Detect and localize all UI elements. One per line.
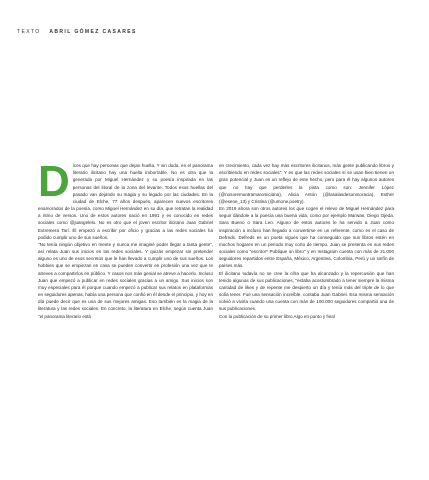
article-byline <box>17 29 137 35</box>
paragraph: "No tenía ningún objetivo en mente y nunca me imaginé poder llegar a tanta gente", así relata Juan sus inicios en las redes sociales. Y quizás empezar sin pretender alguno es uno de esos secretos que le han llevado a cumplir uno de sus sueños. Los hobbies que se empiezan en casa se pueden convertir en profesión una vez que te atreves a compartirlos en público. Y casos nos más genial se atreve a hacerlo. Incluso Juan que empezó a publicar en redes sociales gracias a un amigo. Sus inicios son muy especiales para él porque cuando empezó a publicar sus relatos en plataformas en seguidores apenas, había una persona que confió en él desde el principio, y hoy en día puede decir que es una de sus mejores amigas. Eso también es la magia de la literatura y las redes sociales. En concreto, la literatura en Elche, según cuenta Juan "el panorama literario está <box>38 241 213 319</box>
article-column-right <box>219 162 394 477</box>
paragraph: En 2019 ahora son otros autores los que cogen el relevo de Miguel Hernández para seguir dándole a la poesía una buena vida, como por ejemplo Marwan, Diego Ojeda, Sara Bueno o Sara Leo. Alguno de estos autores le ha servido a Juan como inspiración a incluso han llegado a convertirse en un referente, como es el caso de Defreds. Defreds es un poeta vigués que ha conseguido que sus libros estén en muchos hogares en un periodo muy corto de tiempo. Juan se presenta en sus redes sociales como "escritor* Publique un libro" y en Instagram cuenta con más de 21.000 seguidores repartidos entre España, México, Argentina, Colombia, Perú y un sinfín de países más. <box>219 206 394 269</box>
paragraph: en crecimiento, cada vez hay más escritores ilicitanos, más gente publicando libros y escribiendo en redes sociales". Y es que las redes sociales sí se usan bien tienen un gran potencial y Juan es un reflejo de este hecho, pero para él hay algunos autores que no hay que perderles la pista como son: Jennifer López (@nosoremuntramaromiciana), Alicia Antón (@lasalasdesonmoracia), Esther (@esene_13) y Cristina (@umone.poetry). <box>219 163 394 204</box>
section-label: TEXTO <box>17 29 41 35</box>
paragraph: El ilicitano todavía no se cree la cifra que ha alcanzado y la repercusión que han tenido algunas de sus publicaciones, "estaba acostumbrado a tener siempre la misma cantidad de likes y de repente me despierto un día y tenía más del triple de lo que solía tener. Fue una sensación increíble, contaba Juan Gabriel. Esa misma sensación volvió a vivirla cuando una cuenta con más de 100.000 seguidores compartió una de sus publicaciones. <box>219 270 394 312</box>
paragraph: ices que hay personas que dejan huella. Y sin duda, en el panorama literario ilicitano hay una huella imborrable. No es otra que la generada por Miguel Hernández y su poesía inspirada en las personas del litoral de la zona del levante. Todos esos huellas del pasado van dejando su magia y su legado por las ciudades. En la ciudad de Elche, 77 años después, aparecen nuevos escritores enamorados de la poesía, como Miguel Hernández en su día, que retratan la realidad a ritmo de versos. Uno de estos autores nació en 1991 y es conocido en redes sociales como @juangelelo. No es otro que el joven escritor ilicitano Juan Gabriel Extremera Tarí. Él empezó a escribir por oficio y gracias a las redes sociales ha podido cumplir uno de sus sueños. <box>38 163 213 240</box>
paragraph: Con la publicación de su primer libro Algo en punto y final <box>219 313 335 319</box>
drop-cap: D <box>38 162 70 206</box>
article-column-left <box>38 162 213 477</box>
author-name: ABRIL GÓMEZ CASARES <box>49 29 137 35</box>
